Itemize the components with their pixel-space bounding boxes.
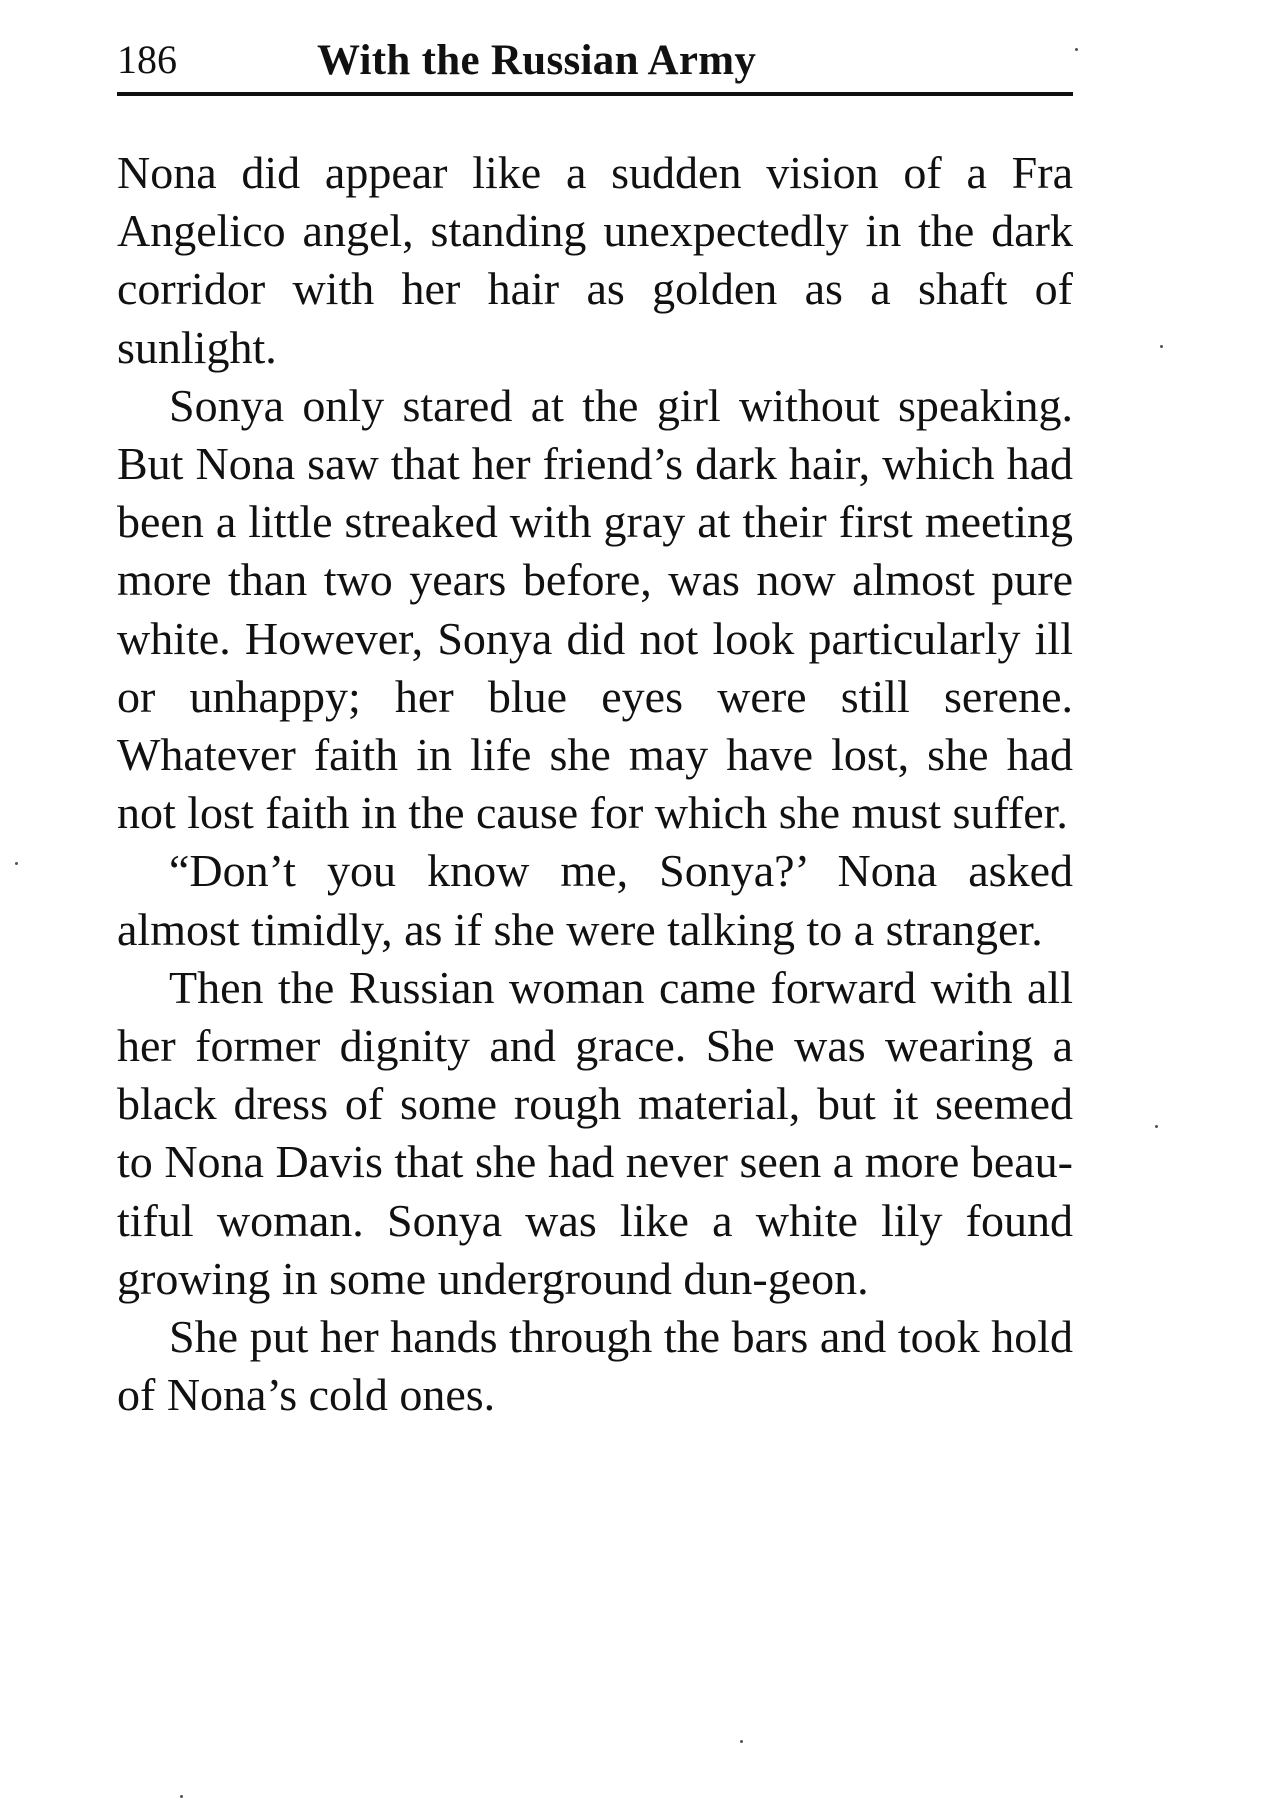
paragraph: Nona did appear like a sudden vision of a Fra Angelico angel, standing unexpectedly in the dark corridor with her hair as golden as a shaft of sunlight. <box>117 147 1073 373</box>
scan-speck <box>1075 48 1078 51</box>
running-title: With the Russian Army <box>317 37 757 84</box>
scan-speck <box>15 862 18 865</box>
paragraph: She put her hands through the bars and took hold of Nona’s cold ones. <box>117 1311 1073 1421</box>
scan-speck <box>1155 1125 1158 1128</box>
scan-speck <box>180 1795 183 1798</box>
body-text <box>117 144 1073 1424</box>
paragraph: Then the Russian woman came forward with all her former dignity and grace. She was wearing a black dress of some rough material, but it seemed to Nona Davis that she had never seen a more beau-tiful woman. Sonya was like a white lily found growing in some underground dun-geon. <box>117 961 1073 1304</box>
book-page <box>117 30 1073 1424</box>
page-number: 186 <box>117 37 177 82</box>
scan-speck <box>740 1740 743 1743</box>
paragraph: “Don’t you know me, Sonya?’ Nona asked almost timidly, as if she were talking to a stranger. <box>117 845 1073 955</box>
paragraph: Sonya only stared at the girl without speaking. But Nona saw that her friend’s dark hair, which had been a little streaked with gray at their first meeting more than two years before, was now almost pure white. However, Sonya did not look particularly ill or unhappy; her blue eyes were still serene. Whatever faith in life she may have lost, she had not lost faith in the cause for which she must suffer. <box>117 379 1073 839</box>
scan-speck <box>1160 345 1163 348</box>
page-header <box>117 30 1073 96</box>
